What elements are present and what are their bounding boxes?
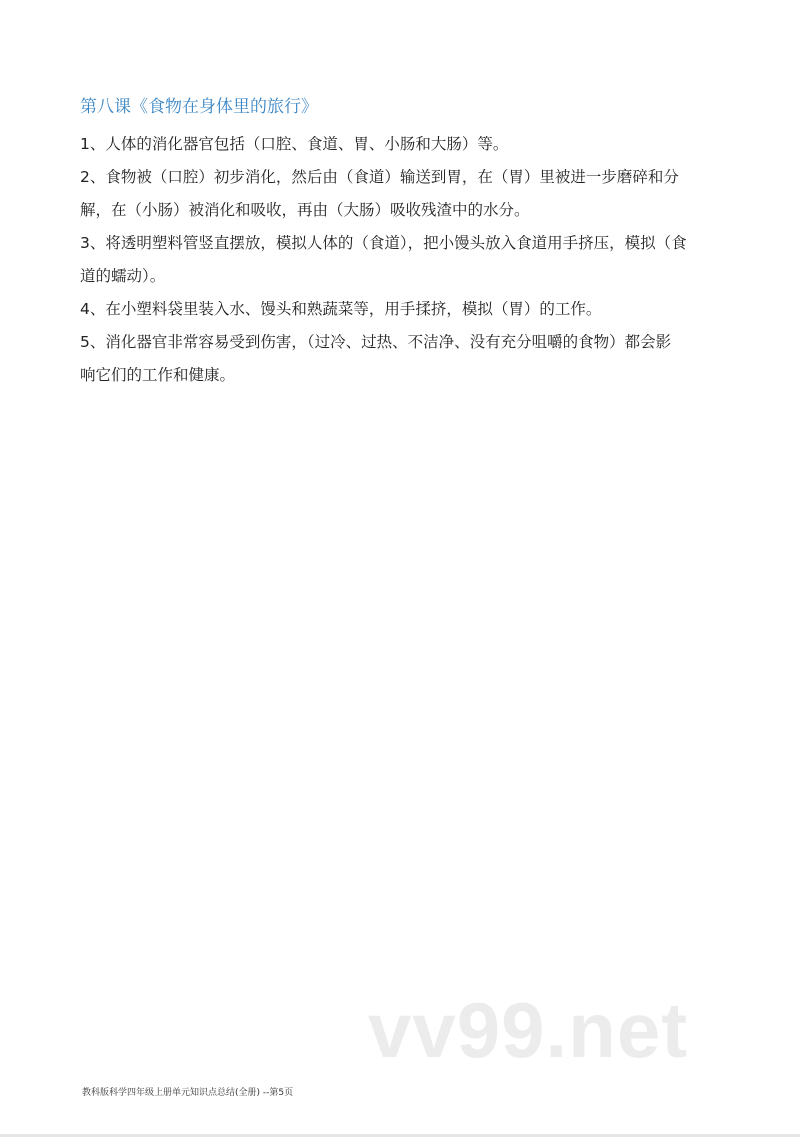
list-item (80, 293, 720, 326)
list-item (80, 128, 720, 161)
list-item-line: 解，在（小肠）被消化和吸收，再由（大肠）吸收残渣中的水分。 (80, 201, 530, 219)
list-item-line: 3、将透明塑料管竖直摆放，模拟人体的（食道），把小馒头放入食道用手挤压，模拟（食 (80, 234, 687, 252)
list-item-line: 2、食物被（口腔）初步消化，然后由（食道）输送到胃，在（胃）里被进一步磨碎和分 (80, 168, 679, 186)
list-item (80, 326, 720, 392)
list-item-line: 4、在小塑料袋里装入水、馒头和熟蔬菜等，用手揉挤，模拟（胃）的工作。 (80, 300, 602, 318)
lesson-heading: 第八课《食物在身体里的旅行》 (80, 97, 318, 117)
list-item (80, 227, 720, 293)
page-footer: 教科版科学四年级上册单元知识点总结(全册) --第5页 (82, 1088, 294, 1098)
list-item-line: 1、人体的消化器官包括（口腔、食道、胃、小肠和大肠）等。 (80, 135, 509, 153)
list-item-line: 5、消化器官非常容易受到伤害，（过冷、过热、不洁净、没有充分咀嚼的食物）都会影 (80, 333, 672, 351)
watermark: vv99.net (368, 986, 689, 1074)
list-item-line: 道的蠕动）。 (80, 267, 166, 285)
list-item (80, 161, 720, 227)
lesson-content (80, 128, 720, 392)
list-item-line: 响它们的工作和健康。 (80, 366, 236, 384)
